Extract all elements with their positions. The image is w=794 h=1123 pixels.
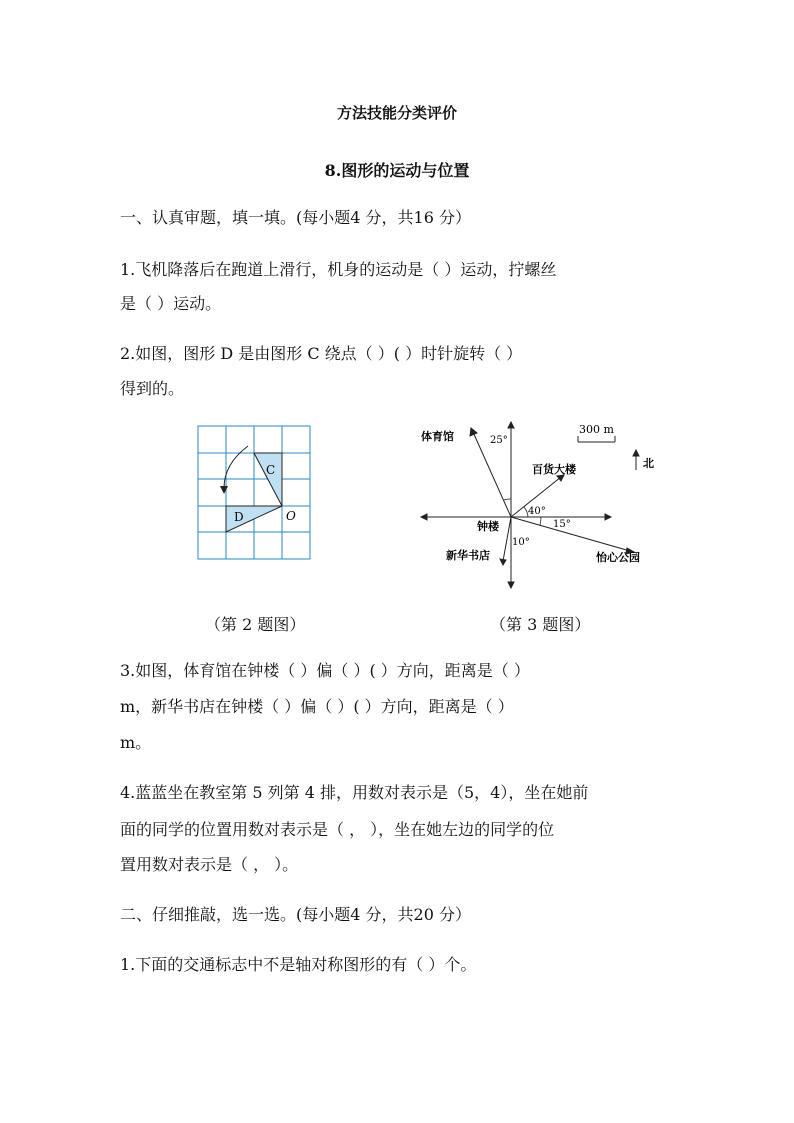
ray-book: [503, 517, 511, 561]
angle-10: 10°: [512, 537, 530, 548]
rotation-arrow: [224, 446, 248, 488]
label-park: 怡心公园: [596, 551, 640, 564]
figure-3-caption: （第 3 题图）: [490, 615, 591, 634]
rotation-arrowhead: [220, 486, 228, 494]
q3-line3: m。: [120, 733, 152, 752]
label-store: 百货大楼: [532, 463, 576, 476]
angle-15: 15°: [553, 519, 571, 530]
section2-heading: 二、仔细推敲，选一选。(每小题4 分，共20 分）: [120, 905, 471, 924]
label-o: O: [286, 509, 296, 523]
q4-line3: 置用数对表示是（ ， ）。: [120, 855, 299, 874]
label-clock: 钟楼: [477, 520, 499, 533]
q1-line2: 是（ ）运动。: [120, 294, 222, 313]
angle-25: 25°: [490, 435, 508, 446]
q4-line1: 4.蓝蓝坐在教室第 5 列第 4 排，用数对表示是（5，4），坐在她前: [120, 783, 589, 802]
q4-line2: 面的同学的位置用数对表示是（ ， ），坐在她左边的同学的位: [120, 820, 555, 839]
section1-heading: 一、认真审题，填一填。(每小题4 分，共16 分）: [120, 208, 471, 227]
figure-2-grid: [196, 424, 316, 564]
label-c: C: [266, 463, 276, 477]
figure-3-map: [415, 420, 665, 590]
grid-lines: [198, 426, 310, 559]
q3-line2: m，新华书店在钟楼（ ）偏（ ）( ）方向，距离是（ ）: [120, 697, 514, 716]
angle-40: 40°: [528, 506, 546, 517]
q2-line1: 2.如图，图形 D 是由图形 C 绕点（ ）( ）时针旋转（ ）: [120, 344, 523, 363]
label-north: 北: [643, 457, 654, 470]
label-scale: 300 m: [579, 423, 614, 436]
q2-line2: 得到的。: [120, 379, 185, 398]
label-d: D: [234, 510, 244, 524]
label-gym: 体育馆: [421, 430, 454, 443]
unit-title: 8.图形的运动与位置: [324, 161, 470, 180]
q1-line1: 1.飞机降落后在跑道上滑行，机身的运动是（ ）运动，拧螺丝: [120, 260, 557, 279]
figure-2-caption: （第 2 题图）: [205, 615, 306, 634]
label-book: 新华书店: [446, 549, 490, 562]
q3-line1: 3.如图，体育馆在钟楼（ ）偏（ ）( ）方向，距离是（ ）: [120, 661, 530, 680]
section2-q1: 1.下面的交通标志中不是轴对称图形的有（ ）个。: [120, 955, 477, 974]
series-title: 方法技能分类评价: [336, 104, 457, 122]
